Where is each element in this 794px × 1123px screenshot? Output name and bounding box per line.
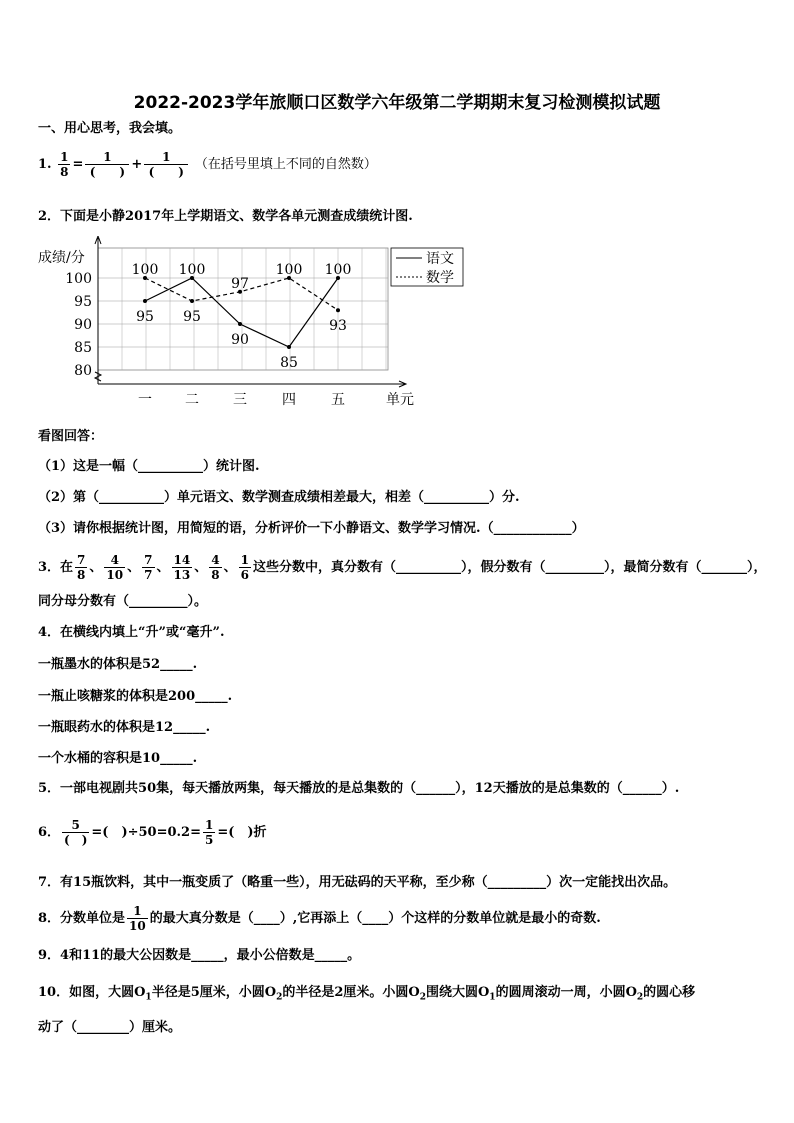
fraction: $\frac{5}{( )}$ (64, 818, 88, 847)
legend-label: 语文 (426, 251, 454, 267)
data-label: 100 (131, 262, 159, 278)
data-label: 100 (275, 262, 303, 278)
page-title: 2022-2023学年旅顺口区数学六年级第二学期期末复习检测模拟试题 (133, 93, 661, 113)
question-1: 1. $\frac{1}{8}$ = $\frac{1}{( )}$ + $\frac{1}{( )}$ （在括号里填上不同的自然数） (38, 150, 377, 179)
y-tick-label: 95 (74, 294, 92, 310)
question-10: 10．如图，大圆$O_1$半径是5厘米，小圆$O_2$的半径是2厘米。小圆$O_2$围绕大圆$O_1$的圆周滚动一周，小圆$O_2$的圆心移 (38, 985, 696, 1003)
fraction: $\frac{7}{8}$ (77, 553, 86, 582)
x-axis-label: 单元 (386, 392, 414, 408)
question-6: 6． $\frac{5}{( )}$ =( )÷50=0.2= $\frac{1}{5}$ =( )折 (38, 818, 267, 847)
question-2-sub1: （1）这是一幅（__________）统计图. (38, 459, 260, 474)
data-label: 95 (183, 309, 201, 325)
question-7: 7．有15瓶饮料，其中一瓶变质了（略重一些），用无砝码的天平称，至少称（_________）次一定能找出次品。 (38, 875, 677, 890)
x-tick-label: 四 (282, 392, 296, 408)
x-tick-label: 一 (138, 392, 152, 408)
fraction: $\frac{1}{5}$ (205, 818, 214, 847)
fraction: $\frac{4}{8}$ (211, 553, 220, 582)
legend-label: 数学 (426, 270, 454, 286)
x-tick-label: 三 (233, 392, 247, 408)
y-tick-label: 90 (74, 317, 92, 333)
question-4-item: 一瓶止咳糖浆的体积是200_____. (38, 689, 233, 704)
line-chart (30, 236, 470, 416)
data-point (238, 322, 242, 326)
data-label: 85 (280, 355, 298, 371)
x-tick-label: 五 (331, 392, 345, 408)
question-9: 9．4和11的最大公因数是_____，最小公倍数是_____。 (38, 948, 361, 963)
question-note: （在括号里填上不同的自然数） (194, 157, 377, 172)
question-2-sub3: （3）请你根据统计图，用简短的语，分析评价一下小静语文、数学学习情况.（____________） (38, 521, 585, 536)
fraction-blank[interactable]: $\frac{1}{( )}$ (144, 150, 188, 179)
question-5: 5．一部电视剧共50集，每天播放两集，每天播放的是总集数的（______），12天播放的是总集数的（______）. (38, 781, 680, 796)
question-2-sub2: （2）第（__________）单元语文、数学测查成绩相差最大，相差（__________）分. (38, 490, 520, 505)
data-label: 93 (329, 318, 347, 335)
question-4-item: 一个水桶的容积是10_____. (38, 751, 198, 766)
fraction: $\frac{1}{6}$ (240, 553, 249, 582)
data-label: 90 (231, 332, 249, 348)
question-10-line2: 动了（________）厘米。 (38, 1020, 182, 1035)
data-point (336, 308, 340, 312)
question-number: 1. (38, 157, 52, 172)
fraction: $\frac{14}{13}$ (173, 553, 191, 582)
data-label: 100 (178, 262, 206, 278)
fraction: $\frac{1}{8}$ (60, 150, 69, 179)
data-label: 100 (324, 262, 352, 278)
data-point (143, 299, 147, 303)
y-tick-label: 85 (74, 340, 92, 356)
section-heading: 一、用心思考，我会填。 (38, 121, 182, 136)
y-tick-label: 100 (65, 271, 92, 287)
y-tick-label: 80 (74, 363, 92, 379)
data-point (287, 345, 291, 349)
question-3: 3．在 $\frac{7}{8}$ 、 $\frac{4}{10}$ 、 $\frac{7}{7}$ 、 $\frac{14}{13}$ 、 $\frac{4}{8}$ 、 $\frac{1}{6}$ 这些分数中，真分数有（__________），假分数有（_________），最简分数有（_______）， (38, 553, 767, 582)
data-point (190, 299, 194, 303)
question-4-item: 一瓶墨水的体积是52_____. (38, 657, 198, 672)
fraction: $\frac{7}{7}$ (144, 553, 153, 582)
axis-break (95, 372, 101, 381)
fraction-blank[interactable]: $\frac{1}{( )}$ (85, 150, 129, 179)
question-2-ask: 看图回答： (38, 429, 104, 444)
data-label: 97 (231, 275, 249, 292)
question-4-item: 一瓶眼药水的体积是12_____. (38, 720, 211, 735)
y-axis-label: 成绩/分 (38, 250, 85, 266)
fraction: $\frac{4}{10}$ (106, 553, 124, 582)
fraction: $\frac{1}{10}$ (129, 904, 146, 933)
data-label: 95 (136, 309, 154, 325)
question-2: 2．下面是小静2017年上学期语文、数学各单元测查成绩统计图. (38, 209, 413, 224)
question-3-line2: 同分母分数有（_________）。 (38, 594, 208, 609)
question-4: 4．在横线内填上“升”或“毫升”. (38, 625, 225, 640)
x-tick-label: 二 (185, 392, 199, 408)
question-8: 8．分数单位是 $\frac{1}{10}$ 的最大真分数是（____）,它再添上（____）个这样的分数单位就是最小的奇数. (38, 904, 601, 933)
